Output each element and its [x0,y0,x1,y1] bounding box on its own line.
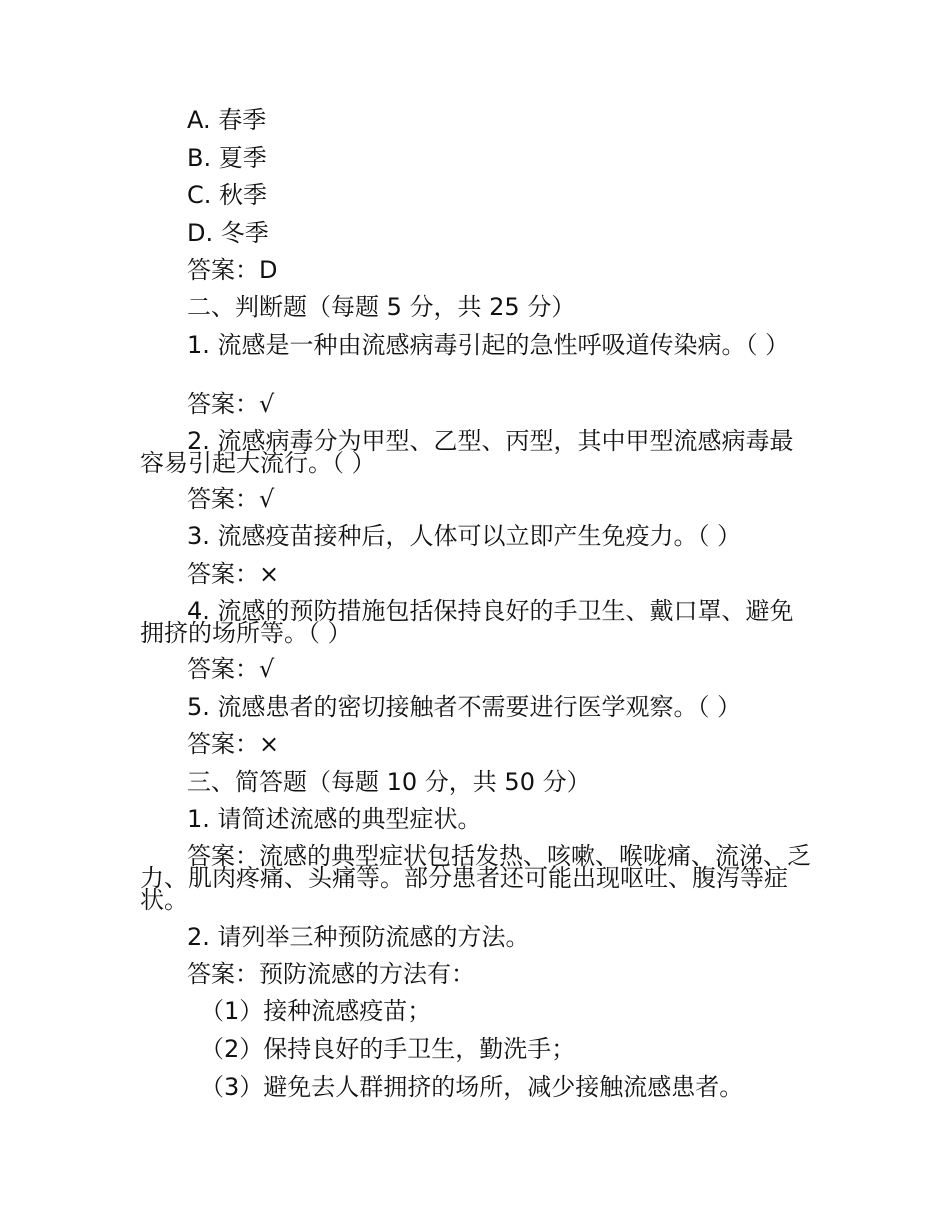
option-d: D. 冬季 [187,219,269,247]
answer-tf-2: 答案：√ [187,485,275,513]
answer-choice: 答案：D [187,256,278,284]
question-tf-3: 3. 流感疫苗接种后，人体可以立即产生免疫力。（ ） [187,522,742,550]
option-b: B. 夏季 [187,144,267,172]
question-tf-5: 5. 流感患者的密切接触者不需要进行医学观察。（ ） [187,693,742,721]
answer-tf-1: 答案：√ [187,390,275,418]
answer-sa-2-method-1: （1）接种流感疫苗； [200,997,432,1025]
question-tf-1: 1. 流感是一种由流感病毒引起的急性呼吸道传染病。（ ） [187,331,790,359]
answer-sa-2: 答案：预防流感的方法有： [187,960,475,988]
option-c: C. 秋季 [187,181,268,209]
answer-tf-3: 答案：× [187,560,280,588]
section-heading-short-answer: 三、简答题（每题 10 分，共 50 分） [187,768,591,796]
question-sa-1: 1. 请简述流感的典型症状。 [187,805,482,833]
option-a: A. 春季 [187,106,267,134]
section-heading-true-false: 二、判断题（每题 5 分，共 25 分） [187,293,576,321]
question-tf-4: 4. 流感的预防措施包括保持良好的手卫生、戴口罩、避免拥挤的场所等。（ ） [140,597,794,647]
answer-tf-5: 答案：× [187,730,280,758]
answer-sa-2-method-3: （3）避免去人群拥挤的场所，减少接触流感患者。 [200,1073,744,1101]
question-tf-2: 2. 流感病毒分为甲型、乙型、丙型，其中甲型流感病毒最容易引起大流行。（ ） [140,427,794,477]
question-sa-2: 2. 请列举三种预防流感的方法。 [187,923,530,951]
answer-sa-1: 答案：流感的典型症状包括发热、咳嗽、喉咙痛、流涕、乏力、肌肉疼痛、头痛等。部分患者还可能出现呕吐、腹泻等症状。 [140,842,811,914]
answer-sa-2-method-2: （2）保持良好的手卫生，勤洗手； [200,1035,576,1063]
answer-tf-4: 答案：√ [187,655,275,683]
